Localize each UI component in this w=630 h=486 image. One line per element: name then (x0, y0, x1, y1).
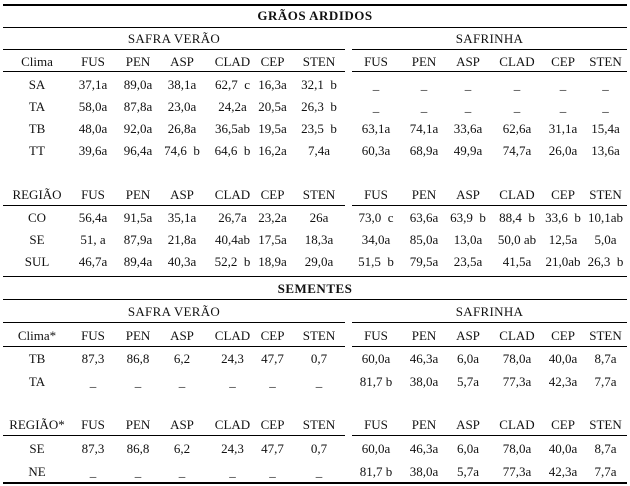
column-header: FUS (364, 187, 388, 202)
column-header: PEN (125, 417, 151, 432)
top-rule (3, 4, 627, 6)
graos-safrinha-rule (352, 49, 627, 50)
table-row (0, 77, 630, 95)
cell-safra-verao: 39,6a (78, 143, 108, 158)
sementes-clima-header-rule-right (352, 346, 627, 347)
cell-safra-verao: 89,0a (123, 77, 153, 92)
cell-safrinha: _ (513, 99, 521, 114)
cell-safra-verao: 92,0a (123, 121, 153, 136)
column-header: CLAD (214, 187, 251, 202)
cell-safra-verao: _ (315, 464, 323, 479)
cell-safrinha: 40,0a (548, 351, 578, 366)
cell-safrinha: 77,3a (502, 374, 532, 389)
cell-safra-verao: 24,3 (221, 351, 244, 366)
cell-safra-verao: 23,5 b (301, 121, 337, 136)
column-header: CLAD (499, 54, 535, 69)
cell-safra-verao: 18,3a (304, 232, 334, 247)
cell-safra-verao: _ (178, 464, 186, 479)
cell-safrinha: 31,1a (548, 121, 578, 136)
graos-safrinha-header: SAFRINHA (455, 31, 524, 46)
cell-safra-verao: 18,9a (258, 254, 287, 269)
column-header: PEN (125, 54, 151, 69)
cell-safrinha: 7,7a (594, 464, 617, 479)
cell-safra-verao: 40,3a (167, 254, 197, 269)
cell-safra-verao: 87,9a (123, 232, 153, 247)
cell-safrinha: 38,0a (409, 374, 439, 389)
cell-safrinha: 8,7a (594, 441, 617, 456)
table-row (0, 232, 630, 250)
sementes-safrinha-rule (352, 322, 627, 323)
cell-safrinha: 63,1a (361, 121, 391, 136)
sementes-clima-header-rule (3, 346, 345, 347)
cell-safra-verao: 48,0a (78, 121, 108, 136)
cell-safrinha: 85,0a (409, 232, 439, 247)
row-label: NE (28, 464, 46, 479)
cell-safrinha: 63,6a (409, 210, 439, 225)
cell-safra-verao: 74,6 b (164, 143, 200, 158)
cell-safrinha: 21,0ab (545, 254, 581, 269)
cell-safrinha: 49,9a (453, 143, 483, 158)
cell-safrinha: 46,3a (409, 351, 439, 366)
cell-safrinha: 51,5 b (358, 254, 394, 269)
cell-safra-verao: 38,1a (167, 77, 197, 92)
cell-safra-verao: 86,8 (126, 441, 150, 456)
column-header: FUS (81, 54, 105, 69)
cell-safrinha: _ (420, 77, 428, 92)
cell-safrinha: 74,7a (502, 143, 532, 158)
column-header: CEP (260, 54, 285, 69)
column-header: ASP (170, 328, 194, 343)
cell-safrinha: _ (559, 77, 567, 92)
cell-safrinha: 68,9a (409, 143, 439, 158)
cell-safrinha: 60,0a (361, 351, 391, 366)
cell-safra-verao: 26,3 b (301, 99, 337, 114)
cell-safra-verao: 32,1 b (301, 77, 337, 92)
cell-safra-verao: _ (89, 464, 97, 479)
cell-safra-verao: _ (229, 374, 236, 389)
cell-safra-verao: 40,4ab (214, 232, 251, 247)
cell-safra-verao: 26,8a (167, 121, 197, 136)
sementes-regiao-header-rule (3, 435, 345, 436)
graos-title-rule (3, 27, 627, 28)
cell-safrinha: 63,9 b (450, 210, 486, 225)
row-label: TB (28, 351, 46, 366)
cell-safra-verao: 29,0a (304, 254, 334, 269)
cell-safrinha: 88,4 b (499, 210, 535, 225)
column-header: FUS (364, 417, 388, 432)
cell-safra-verao: 0,7 (310, 351, 328, 366)
column-header: CLAD (214, 417, 251, 432)
cell-safrinha: 81,7 b (359, 374, 393, 389)
column-header: CLAD (499, 328, 535, 343)
column-header: CEP (551, 187, 575, 202)
column-header: ASP (456, 187, 480, 202)
column-header: FUS (81, 328, 105, 343)
column-header: CEP (551, 328, 575, 343)
cell-safra-verao: _ (134, 374, 142, 389)
cell-safrinha: 26,0a (548, 143, 578, 158)
column-header: CEP (260, 187, 285, 202)
cell-safrinha: 42,3a (548, 374, 578, 389)
cell-safra-verao: 21,8a (167, 232, 197, 247)
column-header: CLAD (214, 328, 251, 343)
graos-title: GRÃOS ARDIDOS (257, 8, 373, 23)
cell-safrinha: _ (464, 99, 472, 114)
column-header: STEN (589, 54, 622, 69)
cell-safra-verao: 51, a (80, 232, 106, 247)
table-row (0, 99, 630, 117)
column-header: PEN (411, 417, 437, 432)
column-header: STEN (302, 187, 336, 202)
cell-safra-verao: 87,3 (81, 441, 105, 456)
row-label: SE (29, 232, 45, 247)
graos-clima-header-row (0, 54, 630, 72)
cell-safra-verao: 24,2a (218, 99, 247, 114)
cell-safrinha: _ (513, 77, 521, 92)
cell-safra-verao: 35,1a (167, 210, 197, 225)
cell-safrinha: 78,0a (502, 351, 532, 366)
column-header: STEN (302, 54, 336, 69)
row-label: TA (28, 374, 46, 389)
column-header: CEP (260, 417, 285, 432)
table-row (0, 351, 630, 369)
cell-safrinha: 10,1ab (587, 210, 624, 225)
cell-safrinha: 77,3a (502, 464, 532, 479)
cell-safrinha: _ (420, 99, 428, 114)
cell-safra-verao: _ (134, 464, 142, 479)
sementes-title-rule (3, 299, 627, 300)
column-header: PEN (411, 54, 437, 69)
table-row (0, 210, 630, 228)
cell-safra-verao: _ (178, 374, 186, 389)
graos-regiao-header-row (0, 187, 630, 205)
cell-safra-verao: _ (269, 464, 276, 479)
column-header: ASP (456, 328, 480, 343)
cell-safrinha: _ (372, 99, 380, 114)
sementes-verao-rule (3, 322, 345, 323)
graos-regiao-header-rule-right (352, 205, 627, 206)
column-header: STEN (589, 328, 622, 343)
cell-safra-verao: _ (229, 464, 236, 479)
cell-safrinha: 50,0 ab (497, 232, 537, 247)
column-header: STEN (302, 328, 336, 343)
cell-safrinha: 23,5a (453, 254, 483, 269)
cell-safra-verao: 20,5a (258, 99, 287, 114)
row-label: SE (29, 441, 45, 456)
cell-safra-verao: 62,7 c (214, 77, 251, 92)
column-header: FUS (81, 417, 105, 432)
graos-bottom-rule (3, 276, 627, 277)
cell-safra-verao: 6,2 (173, 351, 191, 366)
cell-safrinha: 60,0a (361, 441, 391, 456)
column-header: PEN (125, 328, 151, 343)
cell-safrinha: 6,0a (456, 351, 480, 366)
sementes-safra-verao-header: SAFRA VERÃO (127, 304, 221, 319)
sementes-safrinha-header: SAFRINHA (455, 304, 524, 319)
graos-safra-verao-header: SAFRA VERÃO (127, 31, 221, 46)
cell-safrinha: 74,1a (409, 121, 439, 136)
cell-safrinha: 40,0a (548, 441, 578, 456)
cell-safra-verao: _ (315, 374, 323, 389)
cell-safra-verao: 56,4a (78, 210, 108, 225)
cell-safrinha: 41,5a (502, 254, 532, 269)
cell-safrinha: 46,3a (409, 441, 439, 456)
cell-safrinha: 26,3 b (587, 254, 624, 269)
cell-safra-verao: 37,1a (78, 77, 108, 92)
cell-safra-verao: 0,7 (310, 441, 328, 456)
column-header: CEP (260, 328, 285, 343)
cell-safrinha: _ (559, 99, 567, 114)
row-header-label: REGIÃO (12, 187, 62, 202)
cell-safra-verao: 17,5a (258, 232, 287, 247)
cell-safrinha: 73,0 c (358, 210, 394, 225)
sementes-title: SEMENTES (277, 281, 353, 296)
column-header: CEP (551, 54, 575, 69)
column-header: ASP (170, 54, 194, 69)
cell-safra-verao: 23,2a (258, 210, 287, 225)
cell-safra-verao: 36,5ab (214, 121, 251, 136)
cell-safrinha: 38,0a (409, 464, 439, 479)
cell-safra-verao: 46,7a (78, 254, 108, 269)
cell-safra-verao: 86,8 (126, 351, 150, 366)
cell-safrinha: 42,3a (548, 464, 578, 479)
cell-safrinha: 13,0a (453, 232, 483, 247)
column-header: PEN (125, 187, 151, 202)
cell-safrinha: 5,0a (594, 232, 617, 247)
column-header: FUS (364, 328, 388, 343)
sementes-regiao-header-row (0, 417, 630, 435)
row-label: SA (28, 77, 46, 92)
cell-safrinha: 6,0a (456, 441, 480, 456)
cell-safra-verao: 58,0a (78, 99, 108, 114)
table-row (0, 121, 630, 139)
cell-safra-verao: 26,7a (218, 210, 247, 225)
column-header: ASP (456, 54, 480, 69)
cell-safrinha: 34,0a (361, 232, 391, 247)
column-header: PEN (411, 328, 437, 343)
sementes-regiao-header-rule-right (352, 435, 627, 436)
graos-regiao-header-rule (3, 205, 345, 206)
table-row (0, 441, 630, 459)
cell-safrinha: 5,7a (456, 464, 480, 479)
table-row (0, 254, 630, 272)
cell-safra-verao: _ (269, 374, 276, 389)
column-header: ASP (170, 417, 194, 432)
cell-safrinha: 15,4a (591, 121, 620, 136)
cell-safra-verao: 16,3a (258, 77, 287, 92)
cell-safra-verao: 89,4a (123, 254, 153, 269)
column-header: STEN (589, 417, 622, 432)
cell-safrinha: 7,7a (594, 374, 617, 389)
table-row (0, 143, 630, 161)
cell-safra-verao: 19,5a (258, 121, 287, 136)
cell-safra-verao: 6,2 (173, 441, 191, 456)
column-header: STEN (589, 187, 622, 202)
cell-safrinha: _ (464, 77, 472, 92)
cell-safra-verao: _ (89, 374, 97, 389)
cell-safra-verao: 26a (309, 210, 329, 225)
row-header-label: Clima* (17, 328, 57, 343)
cell-safra-verao: 87,8a (123, 99, 153, 114)
cell-safra-verao: 47,7 (261, 441, 284, 456)
cell-safrinha: _ (602, 99, 609, 114)
column-header: ASP (456, 417, 480, 432)
column-header: CLAD (499, 417, 535, 432)
cell-safra-verao: 23,0a (167, 99, 197, 114)
cell-safra-verao: 7,4a (307, 143, 331, 158)
row-label: TT (29, 143, 45, 158)
cell-safra-verao: 52,2 b (214, 254, 251, 269)
column-header: CLAD (214, 54, 251, 69)
cell-safra-verao: 24,3 (221, 441, 244, 456)
column-header: PEN (411, 187, 437, 202)
cell-safrinha: 8,7a (594, 351, 617, 366)
row-label: TA (28, 99, 46, 114)
cell-safra-verao: 96,4a (123, 143, 153, 158)
row-header-label: REGIÃO* (9, 417, 65, 432)
cell-safra-verao: 16,2a (258, 143, 287, 158)
cell-safrinha: 33,6a (453, 121, 483, 136)
sementes-clima-header-row (0, 328, 630, 346)
cell-safra-verao: 87,3 (81, 351, 105, 366)
cell-safrinha: 60,3a (361, 143, 391, 158)
cell-safrinha: 12,5a (548, 232, 578, 247)
cell-safra-verao: 91,5a (123, 210, 153, 225)
column-header: STEN (302, 417, 336, 432)
cell-safrinha: 33,6 b (545, 210, 581, 225)
cell-safrinha: 13,6a (591, 143, 620, 158)
column-header: CLAD (499, 187, 535, 202)
column-header: FUS (364, 54, 388, 69)
cell-safrinha: 62,6a (502, 121, 532, 136)
cell-safrinha: 5,7a (456, 374, 480, 389)
column-header: FUS (81, 187, 105, 202)
column-header: CEP (551, 417, 575, 432)
cell-safrinha: _ (372, 77, 380, 92)
cell-safrinha: 78,0a (502, 441, 532, 456)
column-header: ASP (170, 187, 194, 202)
row-label: CO (27, 210, 47, 225)
table-row (0, 374, 630, 392)
cell-safra-verao: 47,7 (261, 351, 284, 366)
table-row (0, 464, 630, 482)
cell-safrinha: _ (602, 77, 609, 92)
row-label: SUL (24, 254, 50, 269)
row-label: TB (28, 121, 46, 136)
cell-safrinha: 81,7 b (359, 464, 393, 479)
graos-verao-rule (3, 49, 345, 50)
cell-safra-verao: 64,6 b (214, 143, 251, 158)
row-header-label: Clima (21, 54, 53, 69)
bottom-rule (3, 482, 627, 484)
cell-safrinha: 79,5a (409, 254, 439, 269)
